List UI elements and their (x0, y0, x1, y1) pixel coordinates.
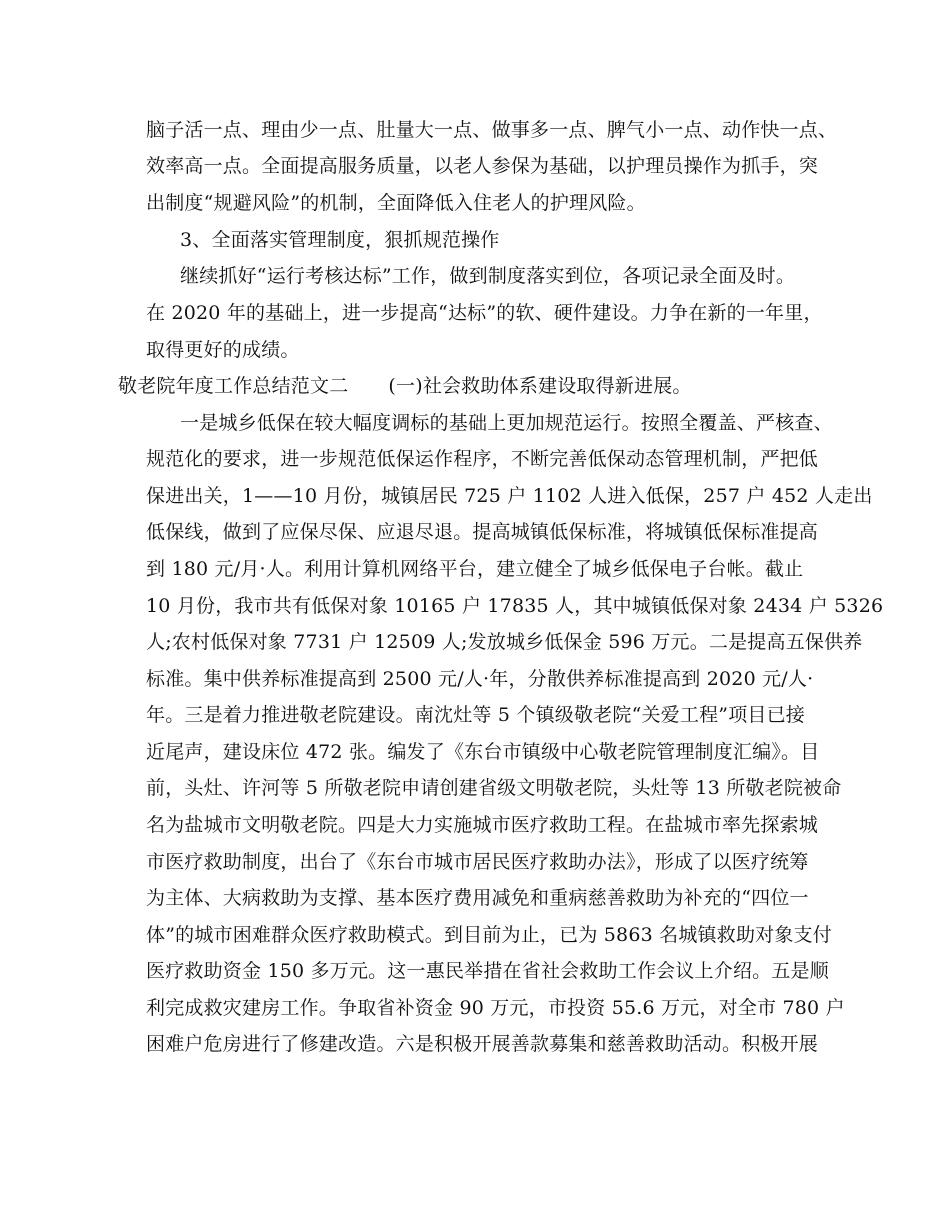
text-line: 前，头灶、许河等 5 所敬老院申请创建省级文明敬老院，头灶等 13 所敬老院被命 (146, 777, 842, 799)
text-line: 一是城乡低保在较大幅度调标的基础上更加规范运行。按照全覆盖、严核查、 (180, 412, 833, 434)
text-line: 人;农村低保对象 7731 户 12509 人;发放城乡低保金 596 万元。二是提高五保供养 (146, 631, 863, 653)
text-line: 到 180 元/月·人。利用计算机网络平台，建立健全了城乡低保电子台帐。截止 (146, 558, 804, 580)
text-line: 保进出关，1——10 月份，城镇居民 725 户 1102 人进入低保，257 户 452 人走出 (146, 485, 873, 507)
text-line: 规范化的要求，进一步规范低保运作程序，不断完善低保动态管理机制，严把低 (146, 448, 819, 470)
text-line: 困难户危房进行了修建改造。六是积极开展善款募集和慈善救助活动。积极开展 (146, 1033, 819, 1055)
article-title-row (118, 374, 692, 398)
text-line: 利完成救灾建房工作。争取省补资金 90 万元，市投资 55.6 万元，对全市 780 户 (146, 997, 845, 1019)
text-line: 体”的城市困难群众医疗救助模式。到目前为止，已为 5863 名城镇救助对象支付 (146, 924, 832, 946)
text-line: 市医疗救助制度，出台了《东台市城市居民医疗救助办法》，形成了以医疗统筹 (146, 851, 809, 873)
text-line: 出制度“规避风险”的机制，全面降低入住老人的护理风险。 (146, 192, 646, 214)
text-line: 10 月份，我市共有低保对象 10165 户 17835 人，其中城镇低保对象 2434 户 5326 (146, 595, 884, 617)
subsection-heading: (一)社会救助体系建设取得新进展。 (388, 375, 692, 397)
text-line: 名为盐城市文明敬老院。四是大力实施城市医疗救助工程。在盐城市率先探索城 (146, 814, 819, 836)
text-line: 效率高一点。全面提高服务质量，以老人参保为基础，以护理员操作为抓手，突 (146, 155, 819, 177)
text-line: 低保线，做到了应保尽保、应退尽退。提高城镇低保标准，将城镇低保标准提高 (146, 521, 819, 543)
text-line: 在 2020 年的基础上，进一步提高“达标”的软、硬件建设。力争在新的一年里， (146, 302, 823, 324)
text-line: 年。三是着力推进敬老院建设。南沈灶等 5 个镇级敬老院“关爱工程”项目已接 (146, 704, 805, 726)
text-line: 标准。集中供养标准提高到 2500 元/人·年，分散供养标准提高到 2020 元/人· (146, 668, 814, 690)
text-line: 脑子活一点、理由少一点、肚量大一点、做事多一点、脾气小一点、动作快一点、 (146, 119, 838, 141)
text-line: 医疗救助资金 150 多万元。这一惠民举措在省社会救助工作会议上介绍。五是顺 (146, 960, 829, 982)
text-line: 取得更好的成绩。 (146, 339, 300, 361)
text-line: 继续抓好“运行考核达标”工作，做到制度落实到位，各项记录全面及时。 (180, 265, 796, 287)
section-heading: 3、全面落实管理制度，狠抓规范操作 (180, 229, 500, 251)
article-title: 敬老院年度工作总结范文二 (118, 375, 349, 397)
text-line: 近尾声，建设床位 472 张。编发了《东台市镇级中心敬老院管理制度汇编》。目 (146, 741, 820, 763)
text-line: 为主体、大病救助为支撑、基本医疗费用减免和重病慈善救助为补充的“四位一 (146, 887, 809, 909)
